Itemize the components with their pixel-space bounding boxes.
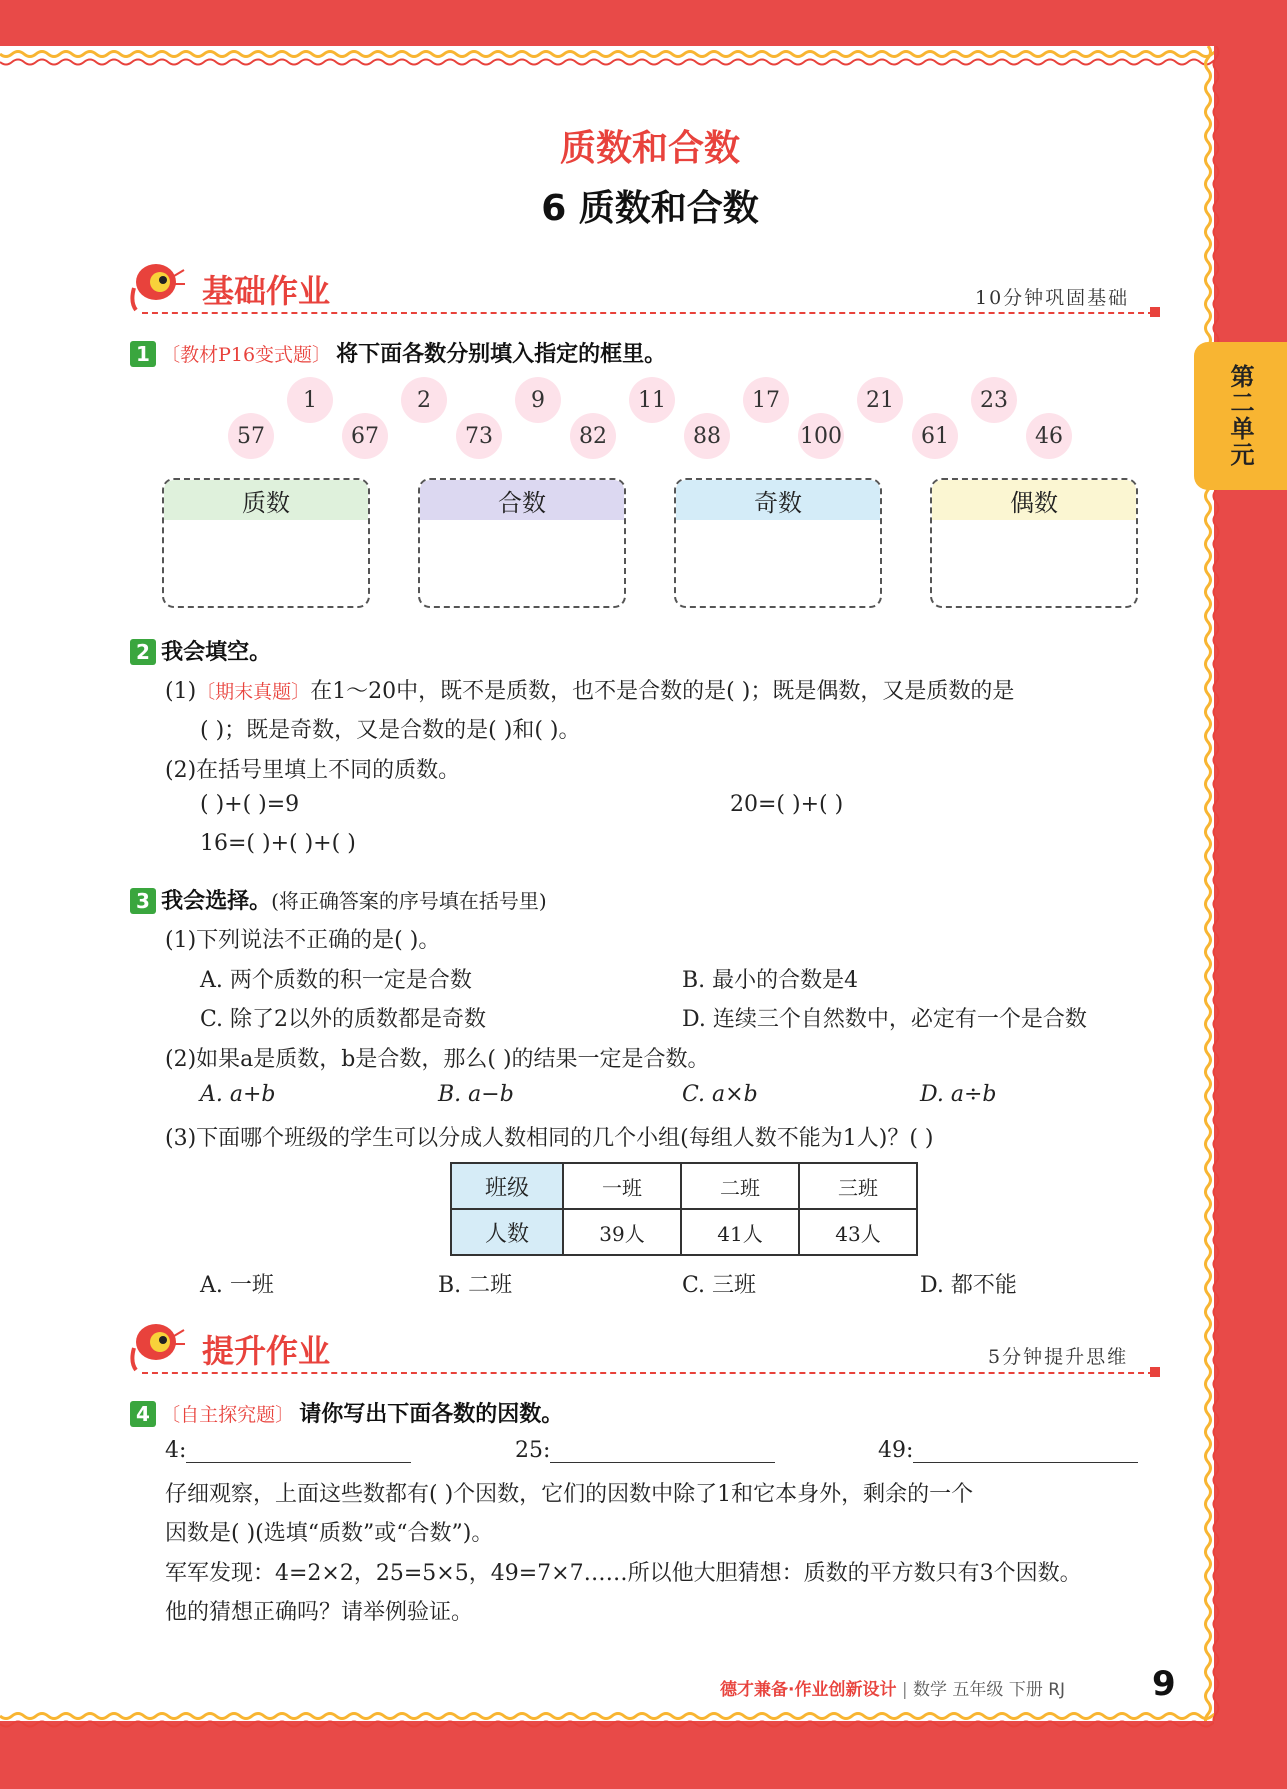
q1-heading: [130, 337, 666, 368]
cartoon-figure-icon: [130, 1318, 186, 1374]
q4-line-4: 他的猜想正确吗？请举例验证。: [165, 1600, 474, 1625]
basic-section-icon: [130, 258, 186, 318]
q3-heading: [130, 884, 547, 915]
q4-text: 请你写出下面各数的因数。: [299, 1402, 564, 1427]
factor-answer-line[interactable]: [186, 1439, 411, 1463]
q3-sub1: (1)下列说法不正确的是( )。: [165, 928, 441, 953]
table-cell: 人数: [451, 1209, 563, 1255]
table-cell: 41人: [681, 1209, 799, 1255]
q4-tag: 〔自主探究题〕: [161, 1404, 295, 1426]
part-prefix: (1): [165, 679, 197, 704]
q3-sub3-option-c: C. 三班: [682, 1273, 757, 1298]
q2-equation-2: 20=( )+( ): [730, 792, 844, 817]
unit-tab: [1194, 342, 1287, 490]
q4-line-2: 因数是( )(选填“质数”或“合数”)。: [165, 1521, 494, 1546]
q3-text: 我会选择。: [161, 889, 272, 914]
q3-note: (将正确答案的序号填在括号里): [271, 889, 547, 913]
footer-details: 数学 五年级 下册 RJ: [913, 1680, 1066, 1700]
q3-sub3-option-b: B. 二班: [438, 1273, 513, 1298]
basic-section-divider: [142, 312, 1154, 314]
number-bubble: 100: [798, 413, 844, 459]
number-bubble: 67: [342, 413, 388, 459]
unit-title: 质数和合数: [559, 128, 740, 169]
q3-sub2-option-d: D. a÷b: [920, 1082, 997, 1107]
q4-number: 4: [130, 1401, 156, 1427]
q4-factor-row-4: [165, 1438, 411, 1463]
footer-brand: 德才兼备·作业创新设计: [720, 1680, 897, 1700]
basic-section-note: 10分钟巩固基础: [975, 287, 1130, 309]
q4-line-1: 仔细观察，上面这些数都有( )个因数，它们的因数中除了1和它本身外，剩余的一个: [165, 1482, 974, 1507]
wavy-border-top: [0, 38, 1214, 78]
footer-separator: |: [896, 1680, 914, 1700]
number-bubble: 1: [287, 377, 333, 423]
q3-number: 3: [130, 888, 156, 914]
number-bubble: 11: [629, 377, 675, 423]
factor-answer-line[interactable]: [550, 1439, 775, 1463]
box-label: 奇数: [676, 480, 880, 520]
answer-box-prime[interactable]: [162, 478, 370, 608]
factor-label: 25:: [515, 1438, 551, 1463]
table-row: [451, 1209, 917, 1255]
q4-factor-row-49: [878, 1438, 1138, 1463]
table-cell: 三班: [799, 1163, 917, 1209]
number-bubble: 23: [971, 377, 1017, 423]
q3-sub2: (2)如果a是质数，b是合数，那么( )的结果一定是合数。: [165, 1047, 710, 1072]
q2-part1-tag: 〔期末真题〕: [196, 681, 311, 703]
q1-number: 1: [130, 341, 156, 367]
table-cell: 一班: [563, 1163, 681, 1209]
q3-sub2-option-b: B. a−b: [438, 1082, 514, 1107]
number-bubble: 21: [857, 377, 903, 423]
q3-sub1-option-b: B. 最小的合数是4: [682, 968, 859, 993]
divider-end-marker: [1150, 307, 1160, 317]
basic-section-title: 基础作业: [202, 272, 331, 310]
q1-tag: 〔教材P16变式题〕: [161, 344, 332, 366]
table-cell: 43人: [799, 1209, 917, 1255]
table-row: [451, 1163, 917, 1209]
factor-label: 49:: [878, 1438, 914, 1463]
wavy-border-bottom: [0, 1700, 1214, 1740]
number-bubble: 57: [228, 413, 274, 459]
divider-end-marker: [1150, 1367, 1160, 1377]
q3-sub1-option-d: D. 连续三个自然数中，必定有一个是合数: [682, 1007, 1087, 1032]
factor-label: 4:: [165, 1438, 187, 1463]
q1-text: 将下面各数分别填入指定的框里。: [336, 342, 667, 367]
number-bubble: 88: [684, 413, 730, 459]
number-bubble: 73: [456, 413, 502, 459]
answer-box-composite[interactable]: [418, 478, 626, 608]
table-cell: 39人: [563, 1209, 681, 1255]
footer-info: [720, 1675, 1065, 1700]
table-cell: 班级: [451, 1163, 563, 1209]
answer-box-even[interactable]: [930, 478, 1138, 608]
cartoon-figure-icon: [130, 258, 186, 314]
q2-equation-1: ( )+( )=9: [200, 792, 300, 817]
advanced-section-note: 5分钟提升思维: [988, 1346, 1129, 1368]
number-bubble: 2: [401, 377, 447, 423]
number-bubble: 61: [912, 413, 958, 459]
box-label: 偶数: [932, 480, 1136, 520]
q2-number: 2: [130, 639, 156, 665]
q4-factor-row-25: [515, 1438, 775, 1463]
q3-sub2-option-a: A. a+b: [200, 1082, 276, 1107]
box-label: 合数: [420, 480, 624, 520]
lesson-title: 6 质数和合数: [541, 188, 759, 229]
q3-sub1-option-c: C. 除了2以外的质数都是奇数: [200, 1007, 487, 1032]
page-number: 9: [1152, 1664, 1176, 1704]
number-bubble: 46: [1026, 413, 1072, 459]
unit-tab-label: 第二单元: [1226, 364, 1254, 468]
q4-heading: [130, 1397, 563, 1428]
q2-part1-line2: ( )；既是奇数，又是合数的是( )和( )。: [200, 718, 581, 743]
answer-box-odd[interactable]: [674, 478, 882, 608]
q3-sub1-option-a: A. 两个质数的积一定是合数: [200, 968, 472, 993]
q3-sub2-option-c: C. a×b: [682, 1082, 758, 1107]
box-label: 质数: [164, 480, 368, 520]
q2-heading: [130, 635, 271, 666]
advanced-section-divider: [142, 1372, 1154, 1374]
q2-equation-3: 16=( )+( )+( ): [200, 831, 356, 856]
number-bubble: 82: [570, 413, 616, 459]
table-cell: 二班: [681, 1163, 799, 1209]
number-bubble: 17: [743, 377, 789, 423]
factor-answer-line[interactable]: [913, 1439, 1138, 1463]
q3-sub3-option-d: D. 都不能: [920, 1273, 1017, 1298]
q2-part1-line1: [165, 674, 1014, 705]
class-size-table: [450, 1162, 918, 1256]
q2-text: 我会填空。: [161, 640, 272, 665]
number-bubble: 9: [515, 377, 561, 423]
q3-sub3-option-a: A. 一班: [200, 1273, 274, 1298]
wavy-border-right: [1192, 46, 1232, 1721]
q3-sub3: (3)下面哪个班级的学生可以分成人数相同的几个小组(每组人数不能为1人)？( ): [165, 1126, 934, 1151]
q2-part1-text: 在1～20中，既不是质数，也不是合数的是( )；既是偶数，又是质数的是: [310, 679, 1015, 704]
advanced-section-title: 提升作业: [202, 1332, 331, 1370]
advanced-section-icon: [130, 1318, 186, 1378]
q4-line-3: 军军发现：4=2×2，25=5×5，49=7×7……所以他大胆猜想：质数的平方数只有3个因数。: [165, 1561, 1082, 1586]
q2-part2-line: (2)在括号里填上不同的质数。: [165, 758, 461, 783]
